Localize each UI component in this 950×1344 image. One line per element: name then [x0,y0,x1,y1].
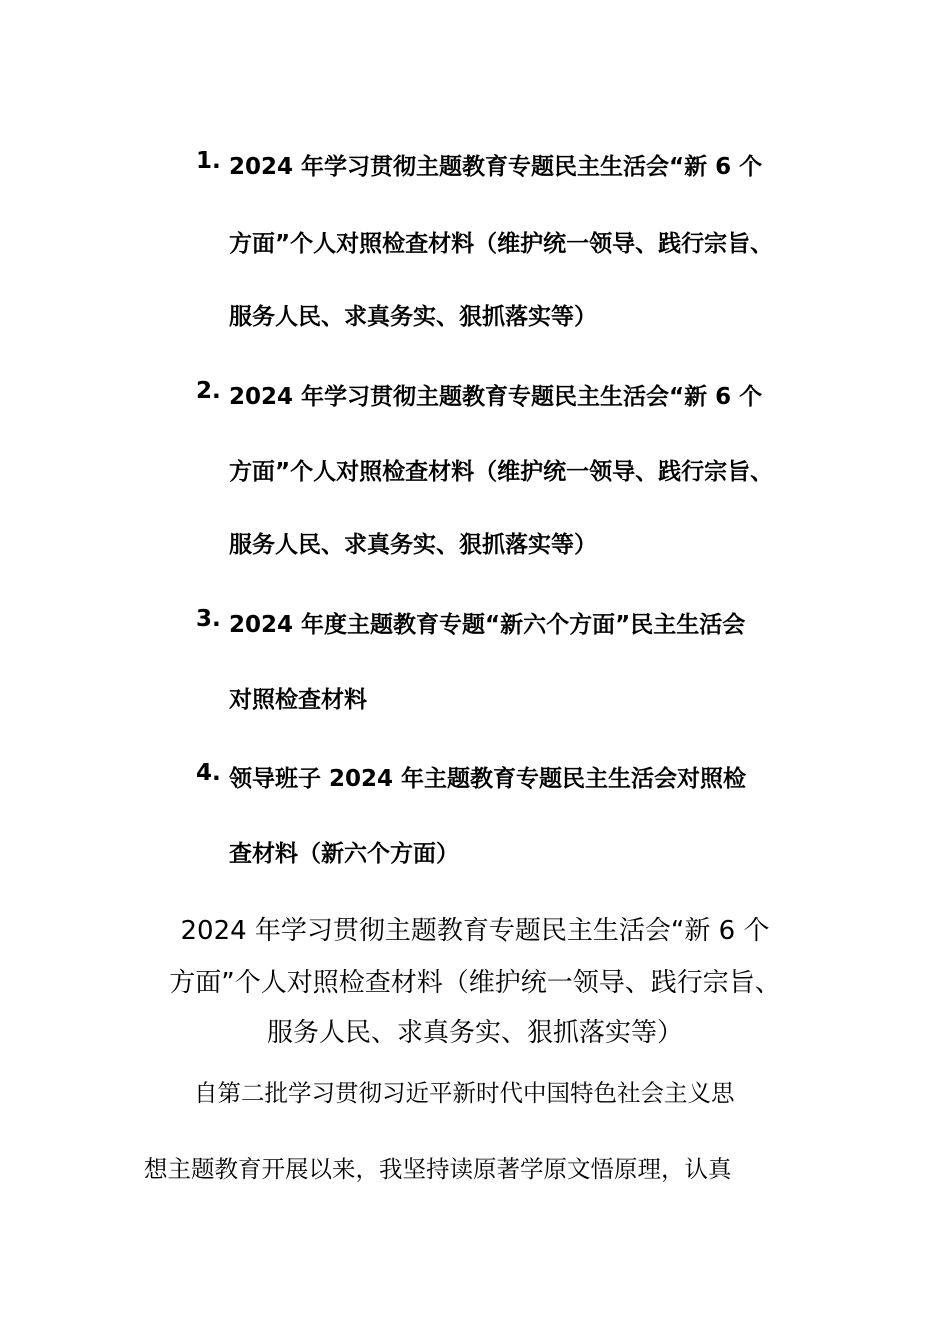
title-line: 服务人民、求真务实、狠抓落实等） [266,1018,683,1048]
toc-item-line: 领导班子 2024 年主题教育专题民主生活会对照检 [229,766,747,792]
toc-item-number: 2. [196,378,221,404]
toc-item-line: 2024 年学习贯彻主题教育专题民主生活会“新 6 个 [229,384,763,410]
toc-item-line: 对照检查材料 [229,687,367,713]
body-line: 自第二批学习贯彻习近平新时代中国特色社会主义思 [194,1079,735,1107]
toc-item-line: 方面”个人对照检查材料（维护统一领导、践行宗旨、 [229,231,774,257]
toc-item-line: 查材料（新六个方面） [229,841,459,867]
body-line: 想主题教育开展以来，我坚持读原著学原文悟原理，认真 [144,1155,732,1183]
toc-item-number: 4. [196,760,221,786]
toc-item-line: 2024 年学习贯彻主题教育专题民主生活会“新 6 个 [229,154,763,180]
toc-item-line: 方面”个人对照检查材料（维护统一领导、践行宗旨、 [229,459,774,485]
toc-item-line: 2024 年度主题教育专题“新六个方面”民主生活会 [229,612,746,638]
toc-item-line: 服务人民、求真务实、狠抓落实等） [229,304,597,330]
toc-item-line: 服务人民、求真务实、狠抓落实等） [229,532,597,558]
title-line: 2024 年学习贯彻主题教育专题民主生活会“新 6 个 [180,916,770,946]
toc-item-number: 3. [196,606,221,632]
title-line: 方面”个人对照检查材料（维护统一领导、践行宗旨、 [169,968,781,998]
toc-item-number: 1. [196,148,221,174]
